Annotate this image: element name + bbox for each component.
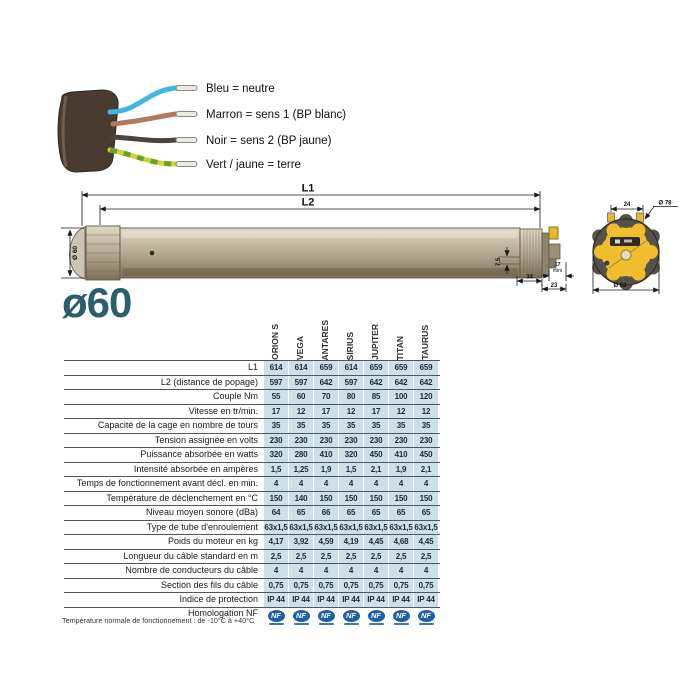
spec-value: 0,75 [314,579,338,593]
spec-value: 4,19 [339,535,363,549]
table-row [64,563,440,578]
motor-tube-highlight [122,231,518,238]
row-label: Vitesse en tr/min. [188,405,258,416]
spec-value: 0,75 [289,579,313,593]
nf-logo-badge: NF [418,610,435,622]
spec-value: 659 [414,361,438,375]
nf-logo-badge: NF [393,610,410,622]
spec-value: 614 [339,361,363,375]
spec-value: 2,5 [364,550,388,564]
table-row [64,418,440,433]
row-label: Capacité de la cage en nombre de tours [97,420,258,430]
wire-blue-line [110,88,176,112]
spec-value: 66 [314,506,338,520]
spec-value: 65 [389,506,413,520]
spec-value: 55 [264,390,288,404]
wire-label-green: Vert / jaune = terre [206,159,301,171]
table-row [64,505,440,520]
crown-tab-left [608,213,615,222]
spec-value: 17 [264,405,288,419]
spec-value: 230 [364,434,388,448]
spec-value: 230 [414,434,438,448]
spec-value: 2,5 [314,550,338,564]
column-header-label: JUPITER [370,324,381,360]
spec-value: 17 [364,405,388,419]
nf-logo-badge: NF [343,610,360,622]
row-label: Indice de protection [179,594,258,604]
dim-34-label: 34 [526,274,533,281]
motor-side-view [70,226,563,280]
dim-dia63-label: Ø 63 [613,283,627,289]
spec-value: IP 44 [414,593,438,607]
row-label: L2 (distance de popage) [160,376,258,387]
spec-value: 450 [414,448,438,462]
spec-value: 35 [264,419,288,433]
nf-logo-badge: NF [293,610,310,622]
spec-value: 4,45 [414,535,438,549]
spec-value: 150 [389,492,413,506]
table-row [64,375,440,390]
spec-value: 4 [339,477,363,491]
table-row [64,578,440,593]
wire-label-black: Noir = sens 2 (BP jaune) [206,135,332,147]
column-header-label: ORION S [270,324,281,360]
nf-logo-subtext [294,623,309,625]
spec-value: 4 [364,477,388,491]
column-header-jupiter [363,312,388,360]
spec-value: 4 [289,477,313,491]
spec-value: 597 [289,376,313,390]
column-header-label: VEGA [295,335,306,360]
spec-value: 450 [364,448,388,462]
spec-value: 120 [414,390,438,404]
spec-value: 65 [339,506,363,520]
spec-value: 150 [339,492,363,506]
spec-value: 63x1,5 [314,521,338,535]
spec-value: 230 [314,434,338,448]
wire-label-brown: Marron = sens 1 (BP blanc) [206,109,347,121]
spec-value: 63x1,5 [389,521,413,535]
nf-certification-logo [289,608,313,628]
spec-value: 35 [314,419,338,433]
wire-black [113,135,332,147]
footnote: Température normale de fonctionnement : de -10°C à +40°C [62,616,255,625]
spec-value: 597 [264,376,288,390]
spec-value: 60 [289,390,313,404]
spec-value: 85 [364,390,388,404]
spec-value: IP 44 [314,593,338,607]
nf-logo-subtext [344,623,359,625]
table-row [64,476,440,491]
spec-value: 4 [389,477,413,491]
table-header [263,312,440,360]
spec-value: 63x1,5 [264,521,288,535]
spec-value: 230 [264,434,288,448]
row-label: Homologation NF [187,607,258,618]
row-label: Type de tube d'enroulement [146,521,258,532]
dim-dia60-side-label: Ø 60 [72,245,79,261]
spec-value: 12 [339,405,363,419]
spec-value: 597 [339,376,363,390]
spec-value: 35 [289,419,313,433]
wire-black-line [113,137,176,141]
nf-certification-logo [389,608,413,628]
table-row [64,534,440,549]
spec-value: 65 [289,506,313,520]
diameter-60-callout: ø60 [62,279,132,326]
table-row [64,462,440,477]
cable-sheath [58,90,118,172]
spec-value: 63x1,5 [364,521,388,535]
spec-value: 659 [389,361,413,375]
spec-value: 17 [314,405,338,419]
spec-value: 2,5 [414,550,438,564]
nf-logo-badge: NF [368,610,385,622]
wire-label-blue: Bleu = neutre [206,83,275,95]
spec-value: 1,25 [289,463,313,477]
spec-value: 2,5 [289,550,313,564]
spec-value: 63x1,5 [289,521,313,535]
spec-value: 0,75 [414,579,438,593]
wire-terminal [176,86,197,91]
motor-body-dot [150,251,155,256]
row-label: Section des fils du câble [160,579,258,590]
spec-value: 63x1,5 [339,521,363,535]
drive-disc [542,233,549,275]
spec-value: 230 [389,434,413,448]
dim-23 [542,283,566,292]
nf-certification-logo [364,608,388,628]
spec-value: 320 [264,448,288,462]
drive-pin-yellow [549,227,558,239]
spec-value: 150 [264,492,288,506]
wire-blue [110,83,275,112]
wire-green-yellow [110,150,301,171]
spec-value: 0,75 [364,579,388,593]
dim-23-label: 23 [550,283,558,289]
spec-value: 3,92 [289,535,313,549]
dim-24 [611,202,643,212]
column-header-antares [313,312,338,360]
row-label: Couple Nm [212,391,258,401]
spec-value: 4 [414,477,438,491]
nf-logo-subtext [369,623,384,625]
spec-value: 140 [289,492,313,506]
nf-certification-logo [339,608,363,628]
column-header-titan [388,312,413,360]
table-row [64,404,440,419]
spec-value: 4 [264,477,288,491]
spec-value: 659 [314,361,338,375]
row-label: Température de déclenchement en °C [106,492,258,503]
spec-value: IP 44 [339,593,363,607]
spec-value: 642 [364,376,388,390]
spec-value: 0,75 [339,579,363,593]
spec-value: 1,9 [389,463,413,477]
spec-value: 659 [364,361,388,375]
spec-value: 4 [289,564,313,578]
crown-label-mark-1 [615,240,620,244]
column-header-sirius [338,312,363,360]
spec-value: 642 [414,376,438,390]
table-row [64,360,440,375]
table-body [64,360,440,628]
spec-value: 2,5 [389,550,413,564]
nf-certification-logo [414,608,438,628]
row-label: Puissance absorbée en watts [140,449,258,459]
spec-value: 12 [389,405,413,419]
spec-value: 280 [289,448,313,462]
drive-shaft [549,244,560,259]
spec-value: 410 [314,448,338,462]
spec-value: 35 [414,419,438,433]
spec-value: 4 [414,564,438,578]
spec-value: 4 [264,564,288,578]
crown-center-hub [621,250,631,260]
spec-value: 1,9 [314,463,338,477]
wire-terminal [176,138,197,143]
dim-l1-label: L1 [301,182,315,195]
column-header-taurus [413,312,438,360]
spec-value: 1,5 [264,463,288,477]
nf-logo-badge: NF [318,610,335,622]
spec-value: 150 [414,492,438,506]
spec-value: 4 [339,564,363,578]
spec-value: 12 [414,405,438,419]
table-row [64,447,440,462]
nf-logo-subtext [319,623,334,625]
crown-cross-section [592,201,678,295]
dim-17-label: 17 [554,262,561,268]
spec-value: IP 44 [389,593,413,607]
column-header-label: TAURUS [420,325,431,360]
table-row [64,549,440,564]
column-header-orion-s [263,312,288,360]
wiring-diagram [58,83,346,172]
spec-value: 1,5 [339,463,363,477]
row-label: Longueur du câble standard en m [123,550,258,561]
row-label: Intensité absorbée en ampères [133,463,258,474]
table-row [64,389,440,404]
motor-tube-shadow [122,268,518,276]
wire-terminal [176,162,197,167]
dim-dia78-label: Ø 78 [658,200,672,207]
wire-brown [113,109,346,124]
column-header-label: TITAN [395,335,406,360]
nf-logo-subtext [419,623,434,625]
nf-logo-subtext [394,623,409,625]
spec-value: 320 [339,448,363,462]
dim-l2-label: L2 [301,196,315,209]
wire-brown-line [113,114,176,124]
row-label: Poids du moteur en kg [167,536,258,546]
nf-logo-subtext [269,623,284,625]
dim-dia78 [645,201,678,220]
row-label: L1 [247,362,258,372]
spec-value: 2,5 [264,550,288,564]
spec-value: 614 [289,361,313,375]
spec-value: 614 [264,361,288,375]
spec-value: 642 [389,376,413,390]
spec-value: 70 [314,390,338,404]
spec-value: 35 [389,419,413,433]
spec-value: 4,68 [389,535,413,549]
spec-value: 0,75 [389,579,413,593]
spec-value: IP 44 [364,593,388,607]
spec-value: 642 [314,376,338,390]
row-label: Nombre de conducteurs du câble [125,565,258,575]
table-row [64,491,440,506]
spec-value: 4,45 [364,535,388,549]
spec-value: 4,17 [264,535,288,549]
crown-label-mark-2 [624,240,632,243]
spec-value: 65 [364,506,388,520]
dim-24-label: 24 [623,202,631,208]
row-label: Temps de fonctionnement avant décl. en min. [76,478,258,488]
spec-value: 230 [339,434,363,448]
spec-value: 100 [389,390,413,404]
nf-certification-logo [314,608,338,628]
dim-l2 [100,197,540,226]
spec-value: 2,1 [364,463,388,477]
table-row [64,520,440,535]
column-header-label: ANTARES [320,319,331,360]
spec-value: 4 [314,477,338,491]
column-header-vega [288,312,313,360]
spec-table [64,312,440,628]
nf-logo-badge: NF [268,610,285,622]
spec-value: IP 44 [264,593,288,607]
spec-value: 12 [289,405,313,419]
spec-value: 4,59 [314,535,338,549]
row-label: Niveau moyen sonore (dBa) [145,507,258,517]
spec-value: 35 [364,419,388,433]
spec-value: 64 [264,506,288,520]
row-label: Tension assignée en volts [154,434,258,445]
table-row [64,433,440,448]
spec-value: 150 [364,492,388,506]
spec-value: 4 [314,564,338,578]
spec-value: 63x1,5 [414,521,438,535]
spec-value: IP 44 [289,593,313,607]
crown-small-hole [605,261,610,266]
spec-value: 2,5 [339,550,363,564]
spec-value: 80 [339,390,363,404]
column-header-label: SIRIUS [345,331,356,360]
spec-value: 150 [314,492,338,506]
spec-value: 35 [339,419,363,433]
nf-certification-logo [264,608,288,628]
table-row [64,592,440,607]
dim-groove-label: 7,5 [496,257,502,267]
wire-terminal [176,112,197,117]
spec-value: 4 [364,564,388,578]
spec-value: 230 [289,434,313,448]
spec-value: 4 [389,564,413,578]
dim-17-sub-label: mini [552,268,563,274]
spec-value: 410 [389,448,413,462]
spec-value: 65 [414,506,438,520]
spec-value: 0,75 [264,579,288,593]
spec-value: 2,1 [414,463,438,477]
